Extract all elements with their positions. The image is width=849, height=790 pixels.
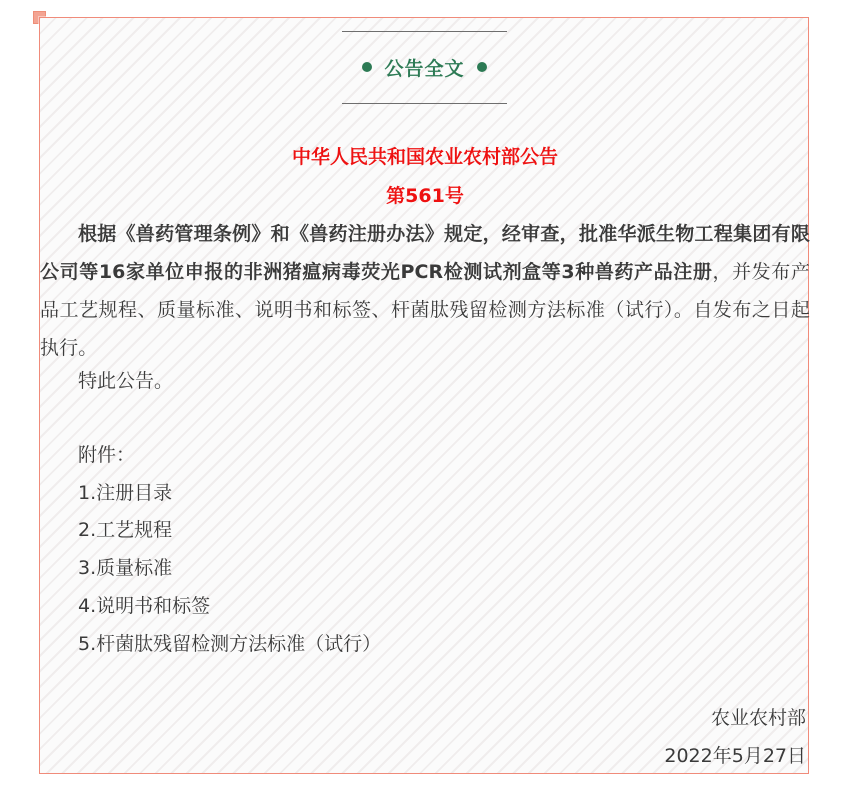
section-title: 公告全文 <box>384 57 465 80</box>
attachment-item: 2.工艺规程 <box>78 519 173 541</box>
signature: 农业农村部 <box>710 707 806 729</box>
notice-body <box>40 215 810 367</box>
notice-frame <box>39 17 809 774</box>
header-inner <box>342 51 507 83</box>
closing-text: 特此公告。 <box>78 370 174 392</box>
attachment-item: 5.杆菌肽残留检测方法标准（试行） <box>78 633 382 655</box>
bullet-dot-icon <box>362 62 372 72</box>
attachment-item: 4.说明书和标签 <box>78 595 211 617</box>
attachment-item: 1.注册目录 <box>78 482 173 504</box>
notice-body-bold: 根据《兽药管理条例》和《兽药注册办法》规定，经审查，批准华派生物工程集团有限公司等16家单位申报的非洲猪瘟病毒荧光PCR检测试剂盒等3种兽药产品注册 <box>40 223 810 283</box>
attachments-label: 附件： <box>78 444 136 466</box>
notice-title: 中华人民共和国农业农村部公告 <box>291 146 558 168</box>
notice-body-normal: ，并发布产品工艺规程、质量标准、说明书和标签、杆菌肽残留检测方法标准（试行）。自发布之日起执行。 <box>40 261 810 359</box>
bullet-dot-icon <box>477 62 487 72</box>
notice-date: 2022年5月27日 <box>664 745 806 767</box>
notice-number: 第561号 <box>386 185 464 207</box>
section-header <box>342 31 507 104</box>
attachment-item: 3.质量标准 <box>78 557 173 579</box>
header-bottom-rule <box>342 103 507 104</box>
header-top-rule <box>342 31 507 32</box>
